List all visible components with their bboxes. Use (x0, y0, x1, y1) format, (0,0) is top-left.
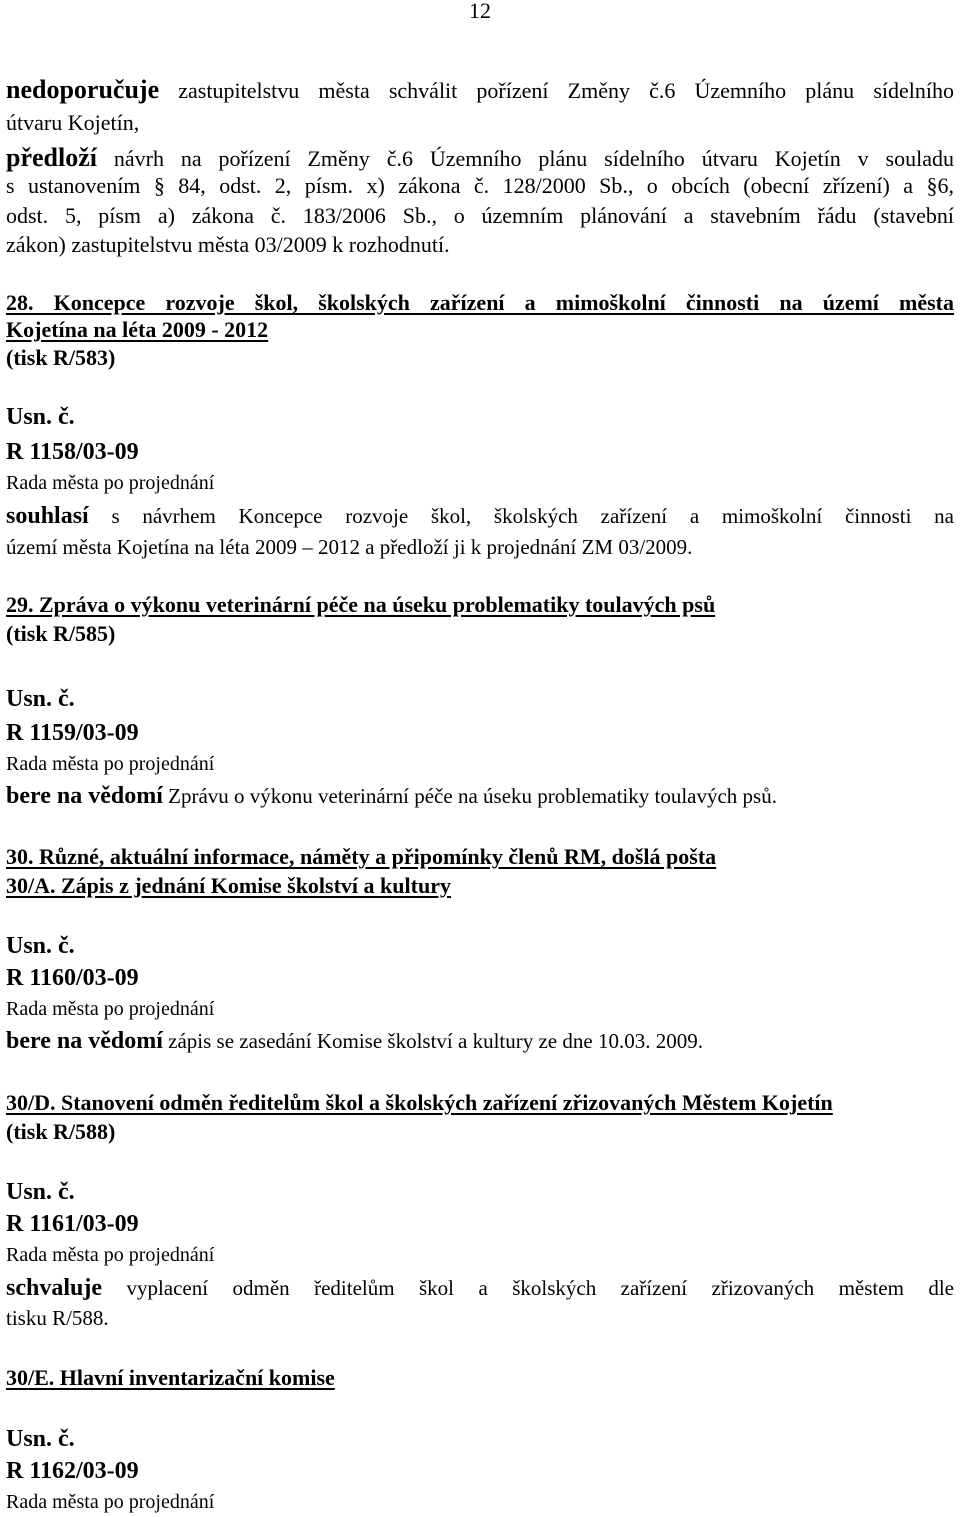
intro-p2-line1: předloží návrh na pořízení Změny č.6 Územního plánu sídelního útvaru Kojetín v souladu (6, 143, 954, 172)
keyword-nedoporucuje: nedoporučuje (6, 75, 160, 104)
item-29-tisk: (tisk R/585) (6, 621, 116, 646)
intro-p2-line2: s ustanovením § 84, odst. 2, písm. x) zákona č. 128/2000 Sb., o obcích (obecní zřízení) a §6, (6, 173, 954, 198)
keyword-souhlasi: souhlasí (6, 503, 89, 529)
item-30e-usn: Usn. č. (6, 1426, 75, 1452)
item-30d-heading: 30/D. Stanovení odměn ředitelům škol a školských zařízení zřizovaných Městem Kojetín (6, 1090, 833, 1115)
item-28-resolution-line2: území města Kojetína na léta 2009 – 2012 a předloží ji k projednání ZM 03/2009. (6, 535, 693, 559)
item-28-resolution-line1: souhlasí s návrhem Koncepce rozvoje škol, školských zařízení a mimoškolní činnosti na (6, 503, 954, 529)
item-30-heading: 30. Různé, aktuální informace, náměty a připomínky členů RM, došlá pošta (6, 844, 717, 869)
item-30a-resolution-number: R 1160/03-09 (6, 965, 139, 991)
intro-p1-line1: nedoporučuje zastupitelstvu města schválit pořízení Změny č.6 Územního plánu sídelního (6, 75, 954, 104)
item-30e-rada: Rada města po projednání (6, 1491, 215, 1513)
page-number: 12 (469, 0, 491, 23)
intro-p1-line2: útvaru Kojetín, (6, 110, 140, 135)
item-30d-tisk: (tisk R/588) (6, 1119, 116, 1144)
keyword-schvaluje: schvaluje (6, 1275, 102, 1301)
item-30d-usn: Usn. č. (6, 1179, 75, 1205)
item-28-resolution-number: R 1158/03-09 (6, 439, 139, 465)
item-30d-rada: Rada města po projednání (6, 1244, 215, 1266)
item-30a-usn: Usn. č. (6, 933, 75, 959)
item-28-heading-line1: 28. Koncepce rozvoje škol, školských zařízení a mimoškolní činnosti na území města (6, 290, 954, 315)
intro-p2-line4: zákon) zastupitelstvu města 03/2009 k rozhodnutí. (6, 232, 450, 257)
item-30a-heading: 30/A. Zápis z jednání Komise školství a kultury (6, 873, 451, 898)
item-30d-resolution-line1: schvaluje vyplacení odměn ředitelům škol a školských zařízení zřizovaných městem dle (6, 1275, 954, 1301)
intro-p2-line3: odst. 5, písm a) zákona č. 183/2006 Sb., o územním plánování a stavebním řádu (stavební (6, 203, 954, 228)
item-30d-resolution-number: R 1161/03-09 (6, 1211, 139, 1237)
item-28-rada: Rada města po projednání (6, 472, 215, 494)
keyword-bere-na-vedomi: bere na vědomí (6, 783, 163, 809)
item-28-usn: Usn. č. (6, 404, 75, 430)
item-30e-heading: 30/E. Hlavní inventarizační komise (6, 1365, 335, 1390)
item-29-resolution-line1: bere na vědomí Zprávu o výkonu veterinární péče na úseku problematiky toulavých psů. (6, 783, 777, 809)
item-30e-resolution-number: R 1162/03-09 (6, 1458, 139, 1484)
item-29-usn: Usn. č. (6, 686, 75, 712)
item-29-rada: Rada města po projednání (6, 753, 215, 775)
item-29-resolution-number: R 1159/03-09 (6, 720, 139, 746)
item-28-heading-line2: Kojetína na léta 2009 - 2012 (6, 317, 269, 342)
item-30d-resolution-line2: tisku R/588. (6, 1306, 109, 1330)
item-29-heading: 29. Zpráva o výkonu veterinární péče na úseku problematiky toulavých psů (6, 592, 716, 617)
item-30a-resolution-line1: bere na vědomí zápis se zasedání Komise školství a kultury ze dne 10.03. 2009. (6, 1028, 703, 1054)
keyword-bere-na-vedomi: bere na vědomí (6, 1028, 163, 1054)
item-28-tisk: (tisk R/583) (6, 345, 116, 370)
keyword-predlozi: předloží (6, 143, 97, 172)
item-30a-rada: Rada města po projednání (6, 998, 215, 1020)
